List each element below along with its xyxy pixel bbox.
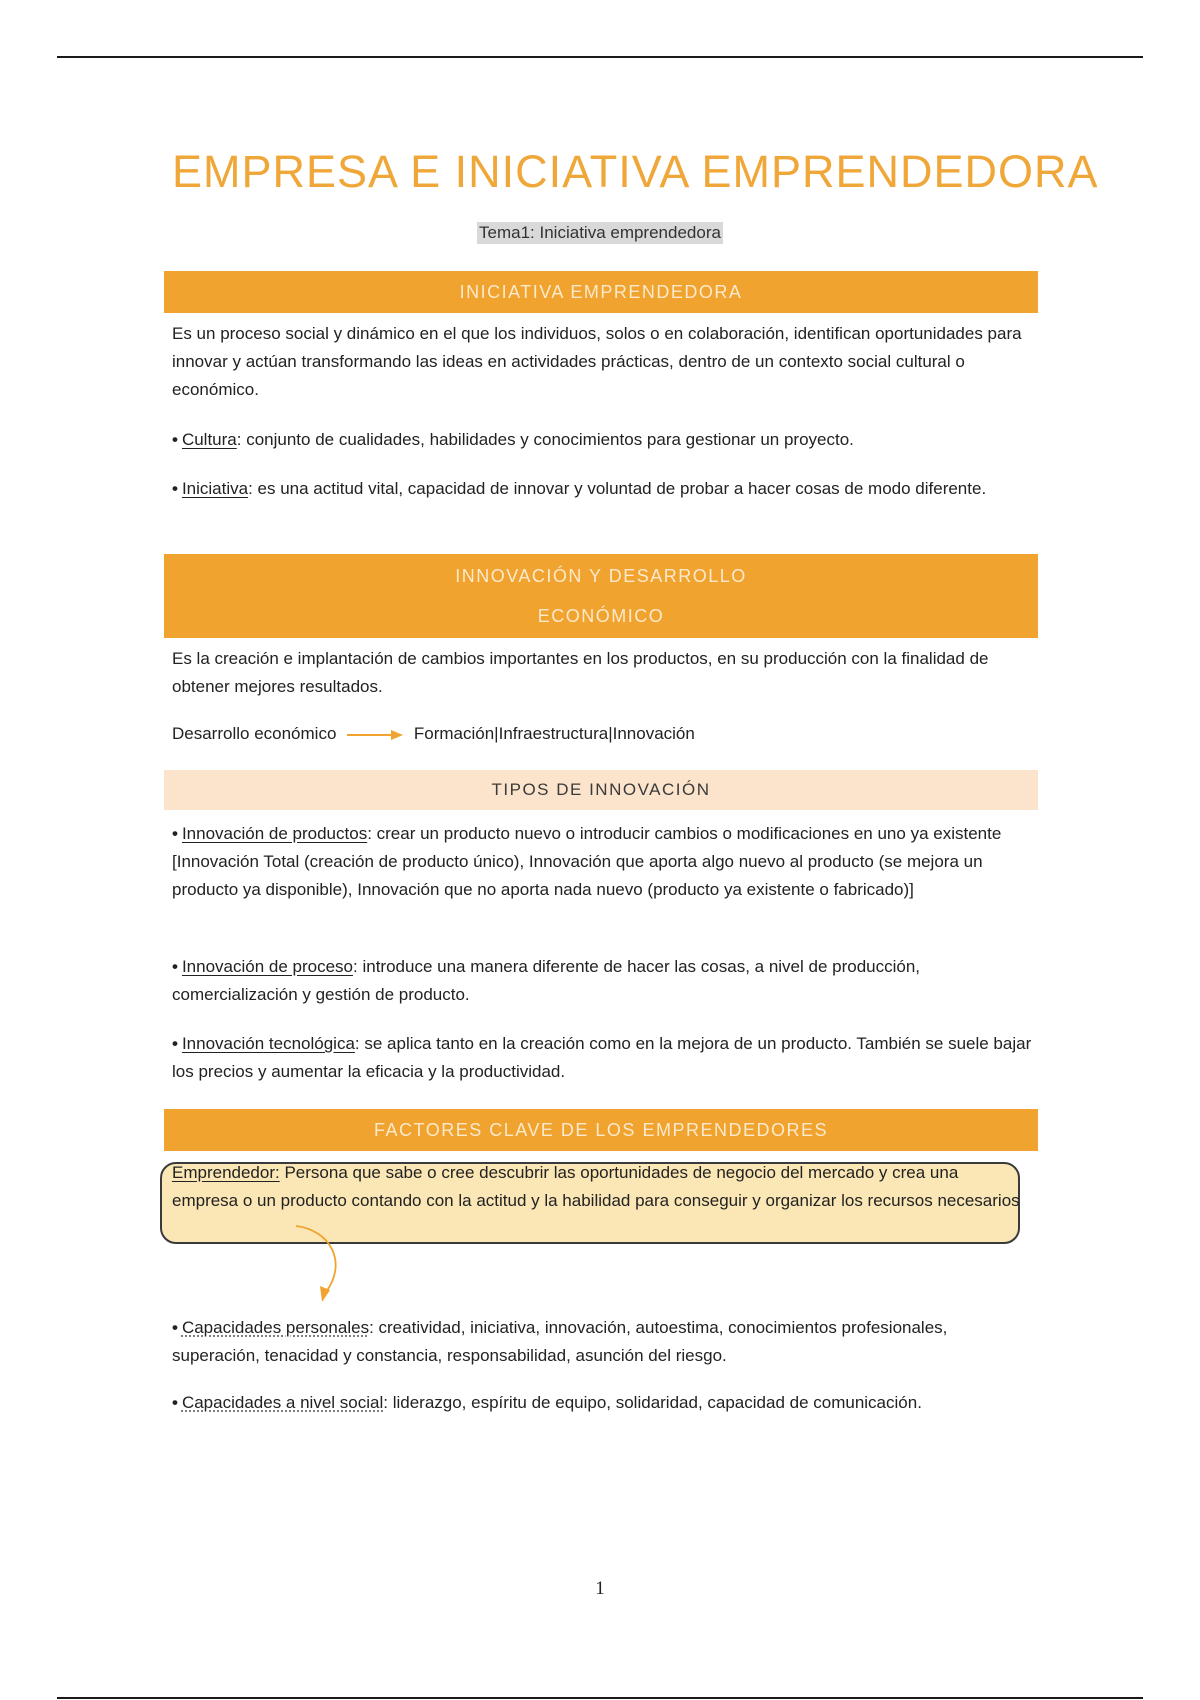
arrow-right-icon: [347, 728, 405, 742]
section-heading-innovacion: [164, 554, 1038, 638]
list-item-term: Innovación tecnológica: [181, 1034, 355, 1053]
list-item-text: : liderazgo, espíritu de equipo, solidaridad, capacidad de comunicación.: [383, 1393, 922, 1412]
list-item: [172, 1314, 1034, 1370]
list-item: [172, 820, 1034, 904]
bullet-icon: •: [172, 1393, 178, 1412]
bullet-icon: •: [172, 1034, 178, 1053]
bullet-icon: •: [172, 1318, 178, 1337]
flow-target: Formación|Infraestructura|Innovación: [413, 724, 695, 743]
section-heading-text: INICIATIVA EMPRENDEDORA: [459, 282, 743, 302]
callout-body: Persona que sabe o cree descubrir las oportunidades de negocio del mercado y crea una empresa o un producto contando con la actitud y la habilidad para conseguir y organizar los recursos necesarios: [172, 1163, 1020, 1210]
bottom-rule: [57, 1697, 1143, 1699]
list-item-text: : se aplica tanto en la creación como en la mejora de un producto. También se suele bajar los precios y aumentar la eficacia y la productividad.: [172, 1034, 1032, 1081]
list-item-term: Cultura: [181, 430, 237, 449]
list-item: [172, 475, 1034, 503]
bullet-icon: •: [172, 957, 178, 976]
callout-definition: [172, 1159, 1022, 1215]
section2-intro: Es la creación e implantación de cambios importantes en los productos, en su producción con la finalidad de obtener mejores resultados.: [172, 649, 989, 696]
list-item-text: : creatividad, iniciativa, innovación, autoestima, conocimientos profesionales, superación, tenacidad y constancia, responsabilidad, asunción del riesgo.: [172, 1318, 948, 1365]
section-heading-iniciativa: [164, 271, 1038, 313]
callout-term: Emprendedor:: [172, 1163, 280, 1182]
subtitle-row: [0, 222, 1200, 244]
list-item-text: : crear un producto nuevo o introducir cambios o modificaciones en uno ya existente [Innovación Total (creación de producto único), Innovación que aporta algo nuevo al producto (se mejora un producto ya disponible), Innovación que no aporta nada nuevo (producto ya existente o fabricado)]: [172, 824, 1002, 899]
section-heading-text: FACTORES CLAVE DE LOS EMPRENDEDORES: [374, 1120, 828, 1140]
document-subtitle: Tema1: Iniciativa emprendedora: [479, 223, 721, 242]
bullet-icon: •: [172, 479, 178, 498]
list-item-text: : es una actitud vital, capacidad de innovar y voluntad de probar a hacer cosas de modo diferente.: [248, 479, 987, 498]
bullet-icon: •: [172, 430, 178, 449]
list-item: [172, 1030, 1034, 1086]
curved-arrow-icon: [290, 1222, 350, 1306]
section-heading-line1: INNOVACIÓN Y DESARROLLO: [455, 566, 747, 586]
section-heading-tipos: [164, 770, 1038, 810]
list-item-text: : introduce una manera diferente de hacer las cosas, a nivel de producción, comercialización y gestión de producto.: [172, 957, 921, 1004]
section-heading-text: TIPOS DE INNOVACIÓN: [491, 780, 711, 799]
section1-intro: Es un proceso social y dinámico en el que los individuos, solos o en colaboración, identifican oportunidades para innovar y actúan transformando las ideas en actividades prácticas, dentro de un contexto social cultural o económico.: [172, 324, 1022, 399]
list-item: [172, 953, 1034, 1009]
list-item: [172, 426, 1034, 454]
flow-source: Desarrollo económico: [172, 724, 337, 743]
document-title: EMPRESA E INICIATIVA EMPRENDEDORA: [172, 146, 1099, 197]
top-rule: [57, 56, 1143, 58]
list-item: [172, 1389, 1034, 1417]
list-item-text: : conjunto de cualidades, habilidades y conocimientos para gestionar un proyecto.: [236, 430, 854, 449]
section-heading-line2: ECONÓMICO: [537, 606, 665, 626]
list-item-term: Capacidades a nivel social: [181, 1393, 384, 1412]
list-item-term: Iniciativa: [181, 479, 249, 498]
development-flow: [172, 724, 695, 744]
page-number: 1: [595, 1578, 605, 1599]
list-item-term: Innovación de proceso: [181, 957, 354, 976]
bullet-icon: •: [172, 824, 178, 843]
section-heading-factores: [164, 1109, 1038, 1151]
list-item-term: Innovación de productos: [181, 824, 368, 843]
list-item-term: Capacidades personales: [181, 1318, 370, 1337]
